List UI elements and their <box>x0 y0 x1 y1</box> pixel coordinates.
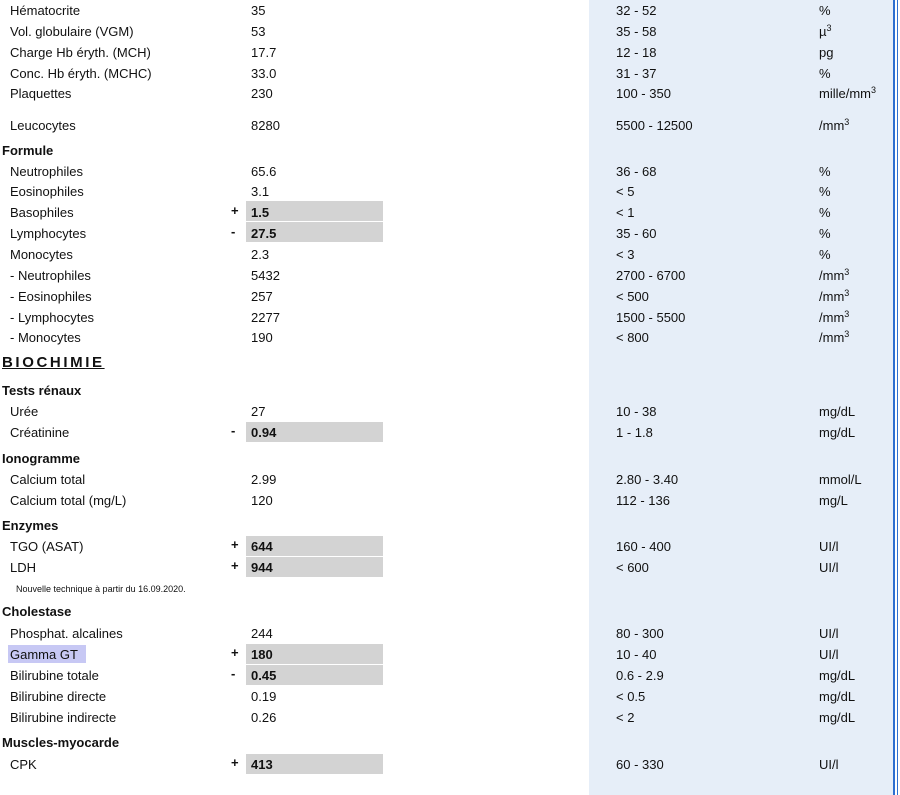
unit <box>819 86 876 102</box>
test-name: Eosinophiles <box>10 184 84 199</box>
test-name: Conc. Hb éryth. (MCHC) <box>10 66 152 81</box>
unit <box>819 289 849 305</box>
test-name: Neutrophiles <box>10 164 83 179</box>
unit: % <box>819 247 831 262</box>
unit: mg/dL <box>819 668 856 683</box>
test-name: Créatinine <box>10 425 70 440</box>
test-name: Calcium total <box>10 472 86 487</box>
test-result: 27.5 <box>251 226 277 241</box>
unit: % <box>819 164 831 179</box>
test-name: Bilirubine totale <box>10 668 99 683</box>
test-name: Urée <box>10 404 39 419</box>
test-name: Calcium total (mg/L) <box>10 493 127 508</box>
unit-exponent: 3 <box>844 309 850 319</box>
reference-range: < 5 <box>616 184 635 199</box>
test-name: Gamma GT <box>10 647 78 662</box>
reference-range: 32 - 52 <box>616 3 657 18</box>
test-result: 244 <box>251 626 273 641</box>
test-name: Lymphocytes <box>10 226 87 241</box>
reference-range: 100 - 350 <box>616 86 671 101</box>
unit: mg/L <box>819 493 848 508</box>
low-flag: - <box>231 666 236 681</box>
test-name: Charge Hb éryth. (MCH) <box>10 45 151 60</box>
test-name: TGO (ASAT) <box>10 539 84 554</box>
unit: mg/dL <box>819 710 856 725</box>
reference-range: 1500 - 5500 <box>616 310 686 325</box>
test-result: 0.26 <box>251 710 277 725</box>
test-result: 944 <box>251 560 273 575</box>
reference-range: < 0.5 <box>616 689 646 704</box>
test-name: CPK <box>10 757 37 772</box>
test-result: 0.45 <box>251 668 277 683</box>
unit-text: mille/mm <box>819 86 871 101</box>
test-name: - Neutrophiles <box>10 268 91 283</box>
unit-text: µ <box>819 24 827 39</box>
test-name: LDH <box>10 560 37 575</box>
test-result: 33.0 <box>251 66 277 81</box>
reference-range: 31 - 37 <box>616 66 657 81</box>
unit: mmol/L <box>819 472 862 487</box>
reference-range: < 500 <box>616 289 649 304</box>
test-result: 0.94 <box>251 425 277 440</box>
test-name: - Lymphocytes <box>10 310 95 325</box>
reference-range: 12 - 18 <box>616 45 657 60</box>
test-result: 2.3 <box>251 247 270 262</box>
unit <box>819 118 849 134</box>
unit <box>819 24 832 40</box>
reference-range: 160 - 400 <box>616 539 671 554</box>
unit <box>819 330 849 346</box>
test-name: Plaquettes <box>10 86 72 101</box>
unit-exponent: 3 <box>826 23 832 33</box>
unit-text: /mm <box>819 118 845 133</box>
unit-exponent: 3 <box>844 117 850 127</box>
low-flag: - <box>231 224 236 239</box>
test-result: 190 <box>251 330 273 345</box>
reference-range: < 3 <box>616 247 635 262</box>
section-heading-enzymes: Enzymes <box>2 518 59 533</box>
unit <box>819 310 849 326</box>
section-heading-tests-renaux: Tests rénaux <box>2 383 82 398</box>
test-name: Vol. globulaire (VGM) <box>10 24 134 39</box>
unit: UI/l <box>819 560 839 575</box>
unit: % <box>819 226 831 241</box>
reference-range: 10 - 40 <box>616 647 657 662</box>
unit: mg/dL <box>819 689 856 704</box>
unit-text: /mm <box>819 310 845 325</box>
test-result: 17.7 <box>251 45 277 60</box>
reference-range: 35 - 60 <box>616 226 657 241</box>
unit-exponent: 3 <box>871 85 877 95</box>
unit: mg/dL <box>819 404 856 419</box>
test-result: 2.99 <box>251 472 277 487</box>
unit-text: /mm <box>819 330 845 345</box>
test-result: 180 <box>251 647 273 662</box>
panel-border-inner <box>897 0 898 795</box>
panel-border <box>893 0 895 795</box>
test-result: 1.5 <box>251 205 270 220</box>
unit <box>819 268 849 284</box>
test-result: 3.1 <box>251 184 270 199</box>
test-name: - Eosinophiles <box>10 289 92 304</box>
reference-range: 10 - 38 <box>616 404 657 419</box>
unit-exponent: 3 <box>844 267 850 277</box>
reference-range: < 2 <box>616 710 635 725</box>
test-result: 2277 <box>251 310 280 325</box>
reference-range: 5500 - 12500 <box>616 118 693 133</box>
test-name: Leucocytes <box>10 118 76 133</box>
test-result: 120 <box>251 493 273 508</box>
test-result: 27 <box>251 404 266 419</box>
method-note: Nouvelle technique à partir du 16.09.2020. <box>16 584 186 594</box>
section-heading-ionogramme: Ionogramme <box>2 451 81 466</box>
high-flag: + <box>231 645 239 660</box>
test-result: 413 <box>251 757 273 772</box>
reference-range: 35 - 58 <box>616 24 657 39</box>
unit: pg <box>819 45 834 60</box>
test-result: 5432 <box>251 268 280 283</box>
unit-exponent: 3 <box>844 288 850 298</box>
unit-text: /mm <box>819 289 845 304</box>
unit-text: /mm <box>819 268 845 283</box>
test-result: 65.6 <box>251 164 277 179</box>
unit: UI/l <box>819 647 839 662</box>
high-flag: + <box>231 558 239 573</box>
test-name: Bilirubine indirecte <box>10 710 117 725</box>
reference-range: 60 - 330 <box>616 757 664 772</box>
test-result: 35 <box>251 3 266 18</box>
unit: % <box>819 184 831 199</box>
reference-range: 2.80 - 3.40 <box>616 472 679 487</box>
test-result: 53 <box>251 24 266 39</box>
reference-range: < 800 <box>616 330 649 345</box>
test-result: 230 <box>251 86 273 101</box>
section-heading-formule: Formule <box>2 143 54 158</box>
reference-range: < 1 <box>616 205 635 220</box>
unit: UI/l <box>819 539 839 554</box>
unit: mg/dL <box>819 425 856 440</box>
unit: % <box>819 205 831 220</box>
unit-exponent: 3 <box>844 329 850 339</box>
high-flag: + <box>231 537 239 552</box>
section-title-biochimie: BIOCHIMIE <box>2 354 105 371</box>
test-name: Basophiles <box>10 205 74 220</box>
low-flag: - <box>231 423 236 438</box>
reference-range: 36 - 68 <box>616 164 657 179</box>
reference-range: 0.6 - 2.9 <box>616 668 664 683</box>
unit: UI/l <box>819 757 839 772</box>
test-name: Bilirubine directe <box>10 689 107 704</box>
unit: % <box>819 3 831 18</box>
reference-range: 1 - 1.8 <box>616 425 653 440</box>
unit: % <box>819 66 831 81</box>
unit: UI/l <box>819 626 839 641</box>
high-flag: + <box>231 755 239 770</box>
reference-range: 80 - 300 <box>616 626 664 641</box>
test-result: 644 <box>251 539 273 554</box>
test-name: Monocytes <box>10 247 73 262</box>
test-name: Hématocrite <box>10 3 81 18</box>
test-result: 257 <box>251 289 273 304</box>
test-name: Phosphat. alcalines <box>10 626 123 641</box>
test-name: - Monocytes <box>10 330 81 345</box>
high-flag: + <box>231 203 239 218</box>
reference-range: 2700 - 6700 <box>616 268 686 283</box>
section-heading-muscles-myocarde: Muscles-myocarde <box>2 735 120 750</box>
reference-range: < 600 <box>616 560 649 575</box>
test-result: 0.19 <box>251 689 277 704</box>
section-heading-cholestase: Cholestase <box>2 604 72 619</box>
reference-range: 112 - 136 <box>616 493 670 508</box>
test-result: 8280 <box>251 118 280 133</box>
